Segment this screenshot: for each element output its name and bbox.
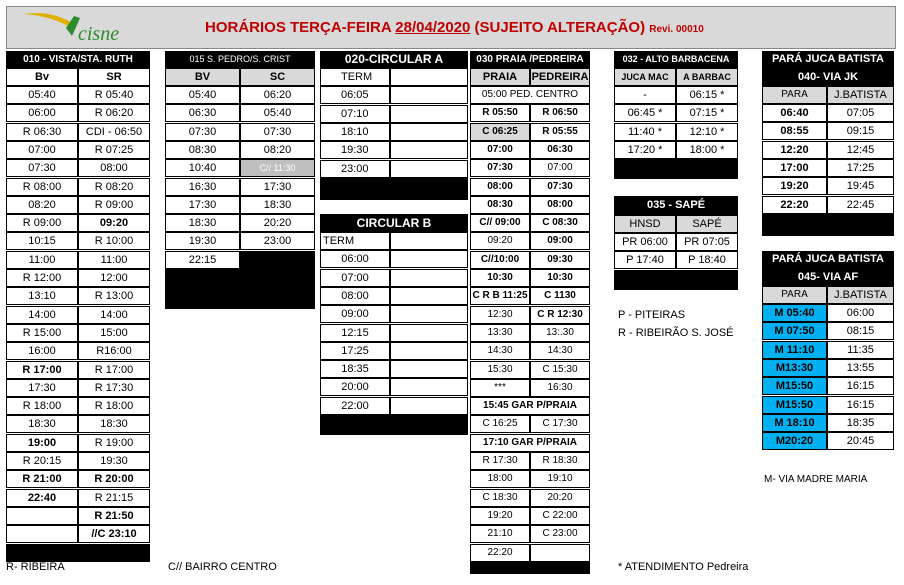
- table-row-cell: [390, 269, 468, 287]
- table-032-footer-fill: [614, 159, 738, 179]
- table-row-cell: 23:00: [240, 232, 315, 250]
- table-row-cell: 06:30: [530, 141, 590, 159]
- table-row-cell: 17:10 GAR P/PRAIA: [470, 434, 590, 452]
- table-row-cell: 19:20: [470, 507, 530, 525]
- table-row-cell: 06:00: [827, 304, 894, 322]
- table-row-cell: R 21:15: [78, 489, 150, 507]
- table-row-cell: 16:15: [827, 396, 894, 414]
- table-row-cell: 13:30: [470, 324, 530, 342]
- table-row-cell: 18:00: [470, 470, 530, 488]
- table-row-cell: 18:35: [320, 360, 390, 378]
- table-row-cell: 09:00: [530, 232, 590, 250]
- table-045-col-jbatista: J.BATISTA: [827, 286, 894, 304]
- table-row-cell: C 08:30: [530, 214, 590, 232]
- table-row-cell: R 06:20: [78, 104, 150, 122]
- table-row-cell: 16:00: [6, 342, 78, 360]
- table-row-cell: 10:15: [6, 232, 78, 250]
- table-row-cell: M20:20: [762, 432, 827, 450]
- table-row-cell: R 06:50: [530, 104, 590, 122]
- table-row-cell: R 06:30: [6, 123, 78, 141]
- table-row-cell: 10:30: [470, 269, 530, 287]
- table-row-cell: 09:20: [470, 232, 530, 250]
- table-row-cell: R 08:00: [6, 178, 78, 196]
- table-row-cell: 17:00: [762, 159, 827, 177]
- table-row-cell: 22:20: [470, 544, 530, 562]
- table-row-cell: 06:45 *: [614, 104, 676, 122]
- table-row-cell: 05:00 PED. CENTRO: [470, 86, 590, 104]
- table-row-cell: R 17:00: [78, 361, 150, 379]
- page-title: HORÁRIOS TERÇA-FEIRA 28/04/2020 (SUJEITO ALTERAÇÃO) Revi. 00010: [205, 19, 704, 36]
- table-row-cell: 19:30: [78, 452, 150, 470]
- table-row-cell: 06:00: [320, 250, 390, 268]
- table-030-footer-fill: [470, 562, 590, 574]
- table-row-cell: 19:30: [320, 141, 390, 159]
- table-035-footer-fill: [614, 270, 738, 290]
- table-row-cell: [390, 232, 468, 250]
- table-032-col-abarbac: A BARBAC: [676, 68, 738, 86]
- table-row-cell: [6, 507, 78, 525]
- table-row-cell: 07:30: [6, 159, 78, 177]
- table-row-cell: [240, 251, 315, 269]
- table-010-footer-fill: [6, 544, 150, 562]
- logo-text: cisne: [78, 23, 120, 45]
- table-row-cell: [390, 324, 468, 342]
- table-row-cell: 17:20 *: [614, 141, 676, 159]
- table-row-cell: 05:40: [165, 86, 240, 104]
- table-row-cell: 07:00: [6, 141, 78, 159]
- table-row-cell: R 18:30: [530, 452, 590, 470]
- table-row-cell: 20:20: [530, 489, 590, 507]
- table-032-col-juca: JUCA MAC: [614, 68, 676, 86]
- table-row-cell: R 17:30: [470, 452, 530, 470]
- table-row-cell: 07:15 *: [676, 104, 738, 122]
- table-row-cell: [390, 141, 468, 159]
- table-row-cell: //C 23:10: [78, 525, 150, 543]
- table-row-cell: 13:55: [827, 359, 894, 377]
- table-row-cell: R 09:00: [6, 214, 78, 232]
- table-032-title: 032 - ALTO BARBACENA: [614, 51, 738, 68]
- table-row-cell: C 17:30: [530, 415, 590, 433]
- table-010-col-sr: SR: [78, 68, 150, 86]
- table-row-cell: 07:05: [827, 104, 894, 122]
- table-row-cell: 17:25: [320, 342, 390, 360]
- table-row-cell: 09:30: [530, 251, 590, 269]
- table-015-col-sc: SC: [240, 68, 315, 86]
- table-row-cell: 05:40: [6, 86, 78, 104]
- table-row-cell: C// 09:00: [470, 214, 530, 232]
- table-row-cell: 07:00: [320, 269, 390, 287]
- table-cb-title: CIRCULAR B: [320, 214, 468, 232]
- table-row-cell: M 11:10: [762, 341, 827, 359]
- table-row-cell: C 16:25: [470, 415, 530, 433]
- legend-bairro-centro: C// BAIRRO CENTRO: [168, 561, 277, 573]
- table-040-title2: 040- VIA JK: [762, 68, 894, 86]
- table-row-cell: 08:55: [762, 122, 827, 140]
- table-cb-footer-fill: [320, 415, 468, 435]
- table-row-cell: 11:35: [827, 341, 894, 359]
- table-row-cell: 07:00: [530, 159, 590, 177]
- table-row-cell: 08:00: [320, 287, 390, 305]
- table-row-cell: 20:45: [827, 432, 894, 450]
- table-row-cell: R 21:00: [6, 470, 78, 488]
- table-row-cell: 18:30: [78, 415, 150, 433]
- table-row-cell: [390, 397, 468, 415]
- table-row-cell: R 20:00: [78, 470, 150, 488]
- table-row-cell: 18:30: [6, 415, 78, 433]
- table-row-cell: 10:40: [165, 159, 240, 177]
- table-row-cell: 14:00: [6, 306, 78, 324]
- table-row-cell: R 18:00: [78, 397, 150, 415]
- table-row-cell: 12:30: [470, 306, 530, 324]
- table-row-cell: R 12:00: [6, 269, 78, 287]
- table-row-cell: 09:00: [320, 305, 390, 323]
- table-row-cell: 08:00: [530, 196, 590, 214]
- table-row-cell: [390, 160, 468, 178]
- table-row-cell: R 05:40: [78, 86, 150, 104]
- table-row-cell: R 05:50: [470, 104, 530, 122]
- table-row-cell: 10:30: [530, 269, 590, 287]
- table-row-cell: [390, 68, 468, 86]
- table-row-cell: 13:10: [6, 287, 78, 305]
- table-020-footer-fill: [320, 178, 468, 200]
- table-010-title: 010 - VISTA/STA. RUTH: [6, 51, 150, 68]
- table-row-cell: 13:.30: [530, 324, 590, 342]
- table-row-cell: 07:30: [470, 159, 530, 177]
- table-040-title1: PARÁ JUCA BATISTA: [762, 51, 894, 68]
- table-row-cell: 06:05: [320, 86, 390, 104]
- table-row-cell: 09:20: [78, 214, 150, 232]
- table-row-cell: 07:30: [240, 123, 315, 141]
- table-row-cell: R 09:00: [78, 196, 150, 214]
- table-row-cell: M13:30: [762, 359, 827, 377]
- table-row-cell: 22:15: [165, 251, 240, 269]
- table-015-footer-fill: [165, 269, 315, 309]
- table-cb-term: TERM: [320, 232, 390, 250]
- table-row-cell: 15:45 GAR P/PRAIA: [470, 397, 590, 415]
- table-row-cell: R 05:55: [530, 123, 590, 141]
- table-row-cell: 19:30: [165, 232, 240, 250]
- table-row-cell: R 10:00: [78, 232, 150, 250]
- table-row-cell: [390, 360, 468, 378]
- table-row-cell: [390, 378, 468, 396]
- table-row-cell: C// 11:30: [240, 159, 315, 177]
- table-015-title: 015 S. PEDRO/S. CRIST: [165, 51, 315, 68]
- table-045-title1: PARÁ JUCA BATISTA: [762, 251, 894, 268]
- table-row-cell: CDI - 06:50: [78, 123, 150, 141]
- table-row-cell: 18:35: [827, 414, 894, 432]
- table-row-cell: R 07:25: [78, 141, 150, 159]
- table-row-cell: C 06:25: [470, 123, 530, 141]
- table-row-cell: 06:15 *: [676, 86, 738, 104]
- table-row-cell: P 17:40: [614, 251, 676, 269]
- table-row-cell: 08:15: [827, 322, 894, 340]
- table-row-cell: 12:20: [762, 141, 827, 159]
- table-row-cell: 11:40 *: [614, 123, 676, 141]
- table-row-cell: R16:00: [78, 342, 150, 360]
- table-row-cell: 19:00: [6, 434, 78, 452]
- table-row-cell: 07:30: [530, 178, 590, 196]
- table-row-cell: 14:30: [470, 342, 530, 360]
- table-045-title2: 045- VIA AF: [762, 268, 894, 286]
- table-row-cell: 06:20: [240, 86, 315, 104]
- cisne-logo: [22, 10, 132, 46]
- table-row-cell: 19:10: [530, 470, 590, 488]
- table-row-cell: C 23:00: [530, 525, 590, 543]
- table-row-cell: 15:00: [78, 324, 150, 342]
- table-row-cell: R 13:00: [78, 287, 150, 305]
- table-row-cell: 05:40: [240, 104, 315, 122]
- table-row-cell: C 1130: [530, 287, 590, 305]
- table-row-cell: R 15:00: [6, 324, 78, 342]
- table-035-title: 035 - SAPÉ: [614, 196, 738, 215]
- table-row-cell: 08:20: [6, 196, 78, 214]
- table-020-term: TERM: [320, 68, 390, 86]
- legend-ribeirao: R - RIBEIRÃO S. JOSÉ: [618, 327, 734, 339]
- table-row-cell: [390, 342, 468, 360]
- table-row-cell: 23:00: [320, 160, 390, 178]
- table-row-cell: 20:00: [320, 378, 390, 396]
- table-row-cell: R 17:00: [6, 361, 78, 379]
- table-row-cell: 08:30: [165, 141, 240, 159]
- table-row-cell: 11:00: [6, 251, 78, 269]
- table-row-cell: [390, 105, 468, 123]
- table-row-cell: M15:50: [762, 377, 827, 395]
- table-row-cell: C R B 11:25: [470, 287, 530, 305]
- table-row-cell: [390, 86, 468, 104]
- table-015-col-bv: BV: [165, 68, 240, 86]
- table-row-cell: 17:30: [165, 196, 240, 214]
- table-row-cell: 08:00: [470, 178, 530, 196]
- table-row-cell: M 07:50: [762, 322, 827, 340]
- table-row-cell: 17:30: [240, 178, 315, 196]
- table-row-cell: 12:45: [827, 141, 894, 159]
- table-row-cell: C 22:00: [530, 507, 590, 525]
- table-030-col-pedreira: PEDREIRA: [530, 68, 590, 86]
- table-row-cell: 18:10: [320, 123, 390, 141]
- legend-piteiras: P - PITEIRAS: [618, 309, 686, 321]
- table-row-cell: 12:15: [320, 324, 390, 342]
- table-row-cell: C R 12:30: [530, 306, 590, 324]
- table-row-cell: 12:10 *: [676, 123, 738, 141]
- table-045-col-para: PARA: [762, 286, 827, 304]
- table-row-cell: 16:30: [530, 379, 590, 397]
- table-row-cell: 21:10: [470, 525, 530, 543]
- table-row-cell: 22:40: [6, 489, 78, 507]
- table-row-cell: 22:00: [320, 397, 390, 415]
- table-row-cell: 19:45: [827, 177, 894, 195]
- table-row-cell: 18:30: [165, 214, 240, 232]
- table-row-cell: 06:40: [762, 104, 827, 122]
- table-row-cell: [390, 287, 468, 305]
- table-row-cell: 16:30: [165, 178, 240, 196]
- table-row-cell: 15:30: [470, 361, 530, 379]
- table-020-title: 020-CIRCULAR A: [320, 51, 468, 68]
- table-row-cell: 18:00 *: [676, 141, 738, 159]
- table-row-cell: 08:30: [470, 196, 530, 214]
- table-040-footer-fill: [762, 214, 894, 236]
- table-row-cell: M 18:10: [762, 414, 827, 432]
- table-row-cell: [390, 123, 468, 141]
- table-row-cell: 07:10: [320, 105, 390, 123]
- legend-madre-maria: M- VIA MADRE MARIA: [764, 474, 868, 485]
- table-row-cell: PR 06:00: [614, 233, 676, 251]
- table-row-cell: [530, 544, 590, 562]
- table-row-cell: 17:25: [827, 159, 894, 177]
- table-040-col-para: PARA: [762, 86, 827, 104]
- table-row-cell: 12:00: [78, 269, 150, 287]
- table-row-cell: C 18:30: [470, 489, 530, 507]
- table-row-cell: 07:30: [165, 123, 240, 141]
- table-row-cell: 14:00: [78, 306, 150, 324]
- table-row-cell: 11:00: [78, 251, 150, 269]
- legend-ribeira: R- RIBEIRA: [6, 561, 65, 573]
- table-row-cell: M 05:40: [762, 304, 827, 322]
- table-row-cell: 06:00: [6, 104, 78, 122]
- table-row-cell: PR 07:05: [676, 233, 738, 251]
- table-row-cell: R 17:30: [78, 379, 150, 397]
- table-row-cell: 08:00: [78, 159, 150, 177]
- table-030-col-praia: PRAIA: [470, 68, 530, 86]
- table-row-cell: 20:20: [240, 214, 315, 232]
- table-row-cell: [390, 250, 468, 268]
- table-row-cell: -: [614, 86, 676, 104]
- table-row-cell: P 18:40: [676, 251, 738, 269]
- table-row-cell: 07:00: [470, 141, 530, 159]
- table-row-cell: R 19:00: [78, 434, 150, 452]
- table-row-cell: C 15:30: [530, 361, 590, 379]
- table-030-title: 030 PRAIA /PEDREIRA: [470, 51, 590, 68]
- table-row-cell: 22:45: [827, 196, 894, 214]
- table-035-col-sape: SAPÉ: [676, 215, 738, 233]
- table-row-cell: 17:30: [6, 379, 78, 397]
- table-row-cell: ***: [470, 379, 530, 397]
- table-row-cell: 06:30: [165, 104, 240, 122]
- table-row-cell: C//10:00: [470, 251, 530, 269]
- table-row-cell: R 21:50: [78, 507, 150, 525]
- table-row-cell: 08:20: [240, 141, 315, 159]
- table-row-cell: 09:15: [827, 122, 894, 140]
- table-row-cell: 18:30: [240, 196, 315, 214]
- table-row-cell: 19:20: [762, 177, 827, 195]
- table-row-cell: R 20:15: [6, 452, 78, 470]
- legend-atendimento: * ATENDIMENTO Pedreira: [618, 561, 749, 573]
- table-row-cell: 16:15: [827, 377, 894, 395]
- table-row-cell: 14:30: [530, 342, 590, 360]
- table-040-col-jbatista: J.BATISTA: [827, 86, 894, 104]
- table-row-cell: R 18:00: [6, 397, 78, 415]
- table-035-col-hnsd: HNSD: [614, 215, 676, 233]
- table-row-cell: 22:20: [762, 196, 827, 214]
- table-row-cell: R 08:20: [78, 178, 150, 196]
- table-010-col-bv: Bv: [6, 68, 78, 86]
- table-row-cell: [6, 525, 78, 543]
- table-row-cell: M15:50: [762, 396, 827, 414]
- table-row-cell: [390, 305, 468, 323]
